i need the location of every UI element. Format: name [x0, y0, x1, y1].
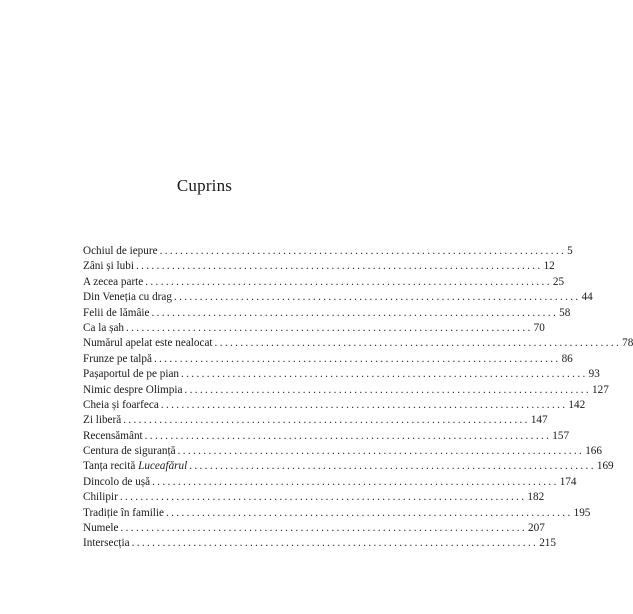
italic-work-title: Luceafărul	[138, 460, 188, 473]
toc-entry-page: 44	[581, 291, 593, 304]
dot-leader: ...............................................................................	[153, 352, 561, 365]
dot-leader: ...............................................................................	[145, 275, 552, 288]
toc-entry	[83, 536, 556, 551]
toc-entry-title: Recensământ	[83, 429, 143, 442]
toc-entry	[83, 506, 591, 521]
toc-entry	[83, 459, 614, 474]
dot-leader: ...............................................................................	[119, 491, 527, 504]
dot-leader: ...............................................................................	[152, 475, 559, 488]
dot-leader: ...............................................................................	[184, 383, 592, 396]
toc-entry-page: 147	[530, 414, 548, 427]
toc-entry-title: Ca la șah	[83, 321, 125, 334]
toc-entry-page: 5	[567, 245, 573, 257]
toc-entry-page: 12	[543, 260, 555, 273]
page-title: Cuprins	[176, 176, 233, 195]
dot-leader: ...............................................................................	[173, 291, 581, 304]
toc-entry	[83, 490, 545, 505]
toc-entry-page: 70	[533, 321, 545, 334]
toc-entry-title: Cheia și foarfeca	[83, 398, 159, 411]
toc-entry-page: 182	[527, 491, 545, 504]
toc-entry	[83, 290, 593, 305]
toc-entry	[83, 321, 545, 336]
toc-entry-page: 78	[622, 337, 633, 350]
toc-entry	[83, 352, 573, 367]
dot-leader: ...............................................................................	[126, 321, 533, 334]
toc-entry	[83, 259, 555, 274]
toc-entry-page: 86	[561, 352, 573, 365]
toc-entry-page: 195	[573, 506, 591, 519]
toc-entry-title: Chilipir	[83, 491, 118, 504]
toc-entry-title: Ochiul de iepure	[83, 245, 158, 257]
dot-leader: ...............................................................................	[123, 414, 530, 427]
dot-leader: ...............................................................................	[135, 260, 543, 273]
dot-leader: ...............................................................................	[160, 398, 568, 411]
toc-entry-title: Nimic despre Olimpia	[83, 383, 183, 396]
toc-entry-title: A zecea parte	[83, 275, 144, 288]
dot-leader: ...............................................................................	[181, 368, 588, 381]
toc-entry	[83, 383, 609, 398]
toc-entry-title: Numărul apelat este nealocat	[83, 337, 213, 350]
dot-leader: ...............................................................................	[151, 306, 559, 319]
toc-entry-title: Zi liberă	[83, 414, 122, 427]
dot-leader: ...............................................................................	[177, 445, 585, 458]
toc-entry-title: Numele	[83, 522, 119, 535]
toc-entry-page: 142	[568, 398, 586, 411]
table-of-contents	[83, 244, 633, 552]
toc-entry-title: Frunze pe talpă	[83, 352, 152, 365]
toc-entry-page: 166	[585, 445, 602, 458]
toc-entry-title: Din Veneția cu drag	[83, 291, 172, 304]
toc-entry-title: Tanța recită Luceafărul	[83, 460, 188, 473]
toc-entry	[83, 521, 545, 536]
toc-entry	[83, 475, 577, 490]
toc-entry	[83, 306, 571, 321]
toc-entry	[83, 367, 600, 382]
dot-leader: ...............................................................................	[131, 537, 539, 550]
toc-entry-page: 174	[559, 475, 577, 488]
toc-entry	[83, 275, 565, 290]
toc-entry-page: 127	[592, 383, 609, 396]
dot-leader: ...............................................................................	[120, 522, 528, 535]
toc-entry-page: 58	[559, 306, 571, 319]
dot-leader: ...............................................................................	[214, 337, 622, 350]
toc-entry-page: 93	[588, 368, 600, 381]
dot-leader: ...............................................................................	[159, 245, 567, 257]
toc-entry	[83, 244, 573, 259]
toc-entry-title: Intersecția	[83, 537, 130, 550]
toc-entry-title: Felii de lămâie	[83, 306, 150, 319]
dot-leader: ...............................................................................	[189, 460, 596, 473]
toc-entry-page: 25	[552, 275, 565, 288]
toc-entry	[83, 413, 548, 428]
dot-leader: ...............................................................................	[144, 429, 552, 442]
toc-entry-page: 157	[552, 429, 570, 442]
toc-entry	[83, 444, 602, 459]
toc-entry	[83, 398, 586, 413]
toc-entry-page: 207	[528, 522, 545, 535]
toc-entry	[83, 336, 633, 351]
toc-entry-page: 169	[596, 460, 614, 473]
toc-entry	[83, 429, 570, 444]
dot-leader: ...............................................................................	[166, 506, 573, 519]
toc-entry-title: Tradiție în familie	[83, 506, 164, 519]
toc-entry-title: Zâni și lubi	[83, 260, 134, 273]
toc-entry-title: Centura de siguranță	[83, 445, 176, 458]
toc-entry-page: 215	[539, 537, 556, 550]
toc-entry-title: Pașaportul de pe pian	[83, 368, 180, 381]
toc-entry-title: Dincolo de ușă	[83, 475, 151, 488]
